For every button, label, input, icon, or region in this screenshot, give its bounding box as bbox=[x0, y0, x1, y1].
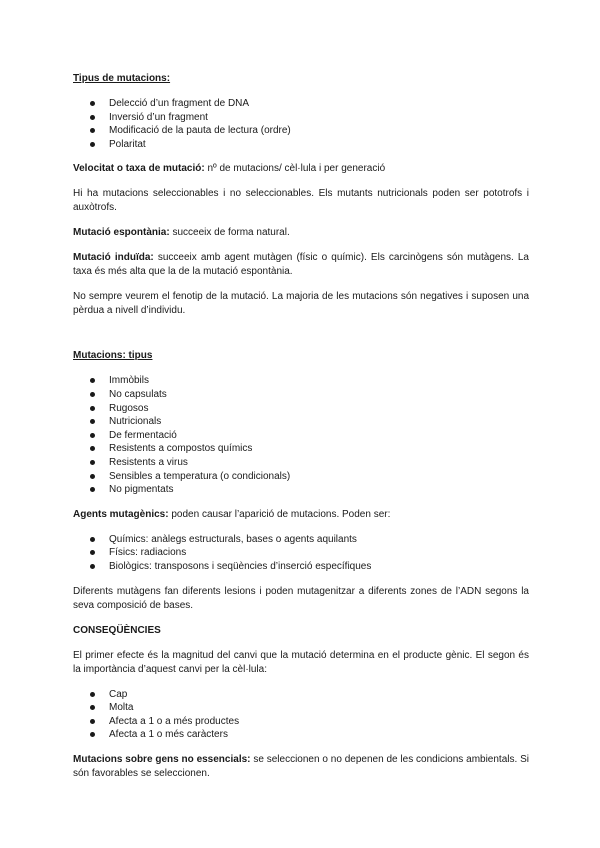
paragraph-velocitat: Velocitat o taxa de mutació: nº de mutacions/ cèl·lula i per generació bbox=[73, 163, 386, 175]
list-item: Inversió d’un fragment bbox=[73, 111, 529, 125]
bullet-icon bbox=[90, 128, 95, 133]
list-item: Delecció d’un fragment de DNA bbox=[73, 97, 529, 111]
list-item: Rugosos bbox=[73, 402, 529, 416]
bullet-icon bbox=[90, 550, 95, 555]
paragraph-lesions: Diferents mutàgens fan diferents lesions i poden mutagenitzar a diferents zones de l’ADN segons la seva composició de bases. bbox=[73, 585, 529, 611]
bullet-icon bbox=[90, 537, 95, 542]
bullet-icon bbox=[90, 719, 95, 724]
bullet-icon bbox=[90, 433, 95, 438]
bullet-icon bbox=[90, 564, 95, 569]
list-item: Cap bbox=[73, 688, 529, 702]
document-body bbox=[73, 72, 529, 792]
heading-mutacions-tipus: Mutacions: tipus bbox=[73, 350, 153, 362]
paragraph-seleccionables: Hi ha mutacions seleccionables i no seleccionables. Els mutants nutricionals poden ser pototrofs i auxòtrofs. bbox=[73, 188, 529, 214]
list-item: Immòbils bbox=[73, 374, 529, 388]
bullet-icon bbox=[90, 460, 95, 465]
bullet-icon bbox=[90, 142, 95, 147]
list-item: Resistents a virus bbox=[73, 456, 529, 470]
bullet-icon bbox=[90, 474, 95, 479]
bullet-icon bbox=[90, 101, 95, 106]
paragraph-no-essencials: Mutacions sobre gens no essencials: se seleccionen o no depenen de les condicions ambientals. Si són favorables se seleccionen. bbox=[73, 753, 529, 779]
bullet-icon bbox=[90, 406, 95, 411]
bullet-icon bbox=[90, 487, 95, 492]
list-item: Afecta a 1 o més caràcters bbox=[73, 728, 529, 742]
list-tipus-mutacions bbox=[73, 97, 529, 151]
list-item: Molta bbox=[73, 701, 529, 715]
paragraph-efecte: El primer efecte és la magnitud del canvi que la mutació determina en el producte gènic. El segon és la importància d’aquest canvi per la cèl·lula: bbox=[73, 649, 529, 675]
list-agents bbox=[73, 533, 529, 574]
list-consequencies bbox=[73, 688, 529, 742]
bullet-icon bbox=[90, 446, 95, 451]
list-item: Polaritat bbox=[73, 138, 529, 152]
spacer bbox=[73, 329, 529, 349]
paragraph-agents: Agents mutagènics: poden causar l’aparició de mutacions. Poden ser: bbox=[73, 508, 391, 520]
list-item: Afecta a 1 o a més productes bbox=[73, 715, 529, 729]
bullet-icon bbox=[90, 692, 95, 697]
list-mutacions-tipus bbox=[73, 374, 529, 496]
list-item: Resistents a compostos químics bbox=[73, 442, 529, 456]
list-item: De fermentació bbox=[73, 429, 529, 443]
list-item: No capsulats bbox=[73, 388, 529, 402]
bullet-icon bbox=[90, 705, 95, 710]
bullet-icon bbox=[90, 732, 95, 737]
list-item: Biològics: transposons i seqüències d’inserció específiques bbox=[73, 560, 529, 574]
paragraph-fenotip: No sempre veurem el fenotip de la mutació. La majoria de les mutacions són negatives i suposen una pèrdua a nivell d’individu. bbox=[73, 291, 529, 317]
paragraph-espontania: Mutació espontània: succeeix de forma natural. bbox=[73, 227, 290, 239]
list-item: Químics: anàlegs estructurals, bases o agents aquilants bbox=[73, 533, 529, 547]
bullet-icon bbox=[90, 419, 95, 424]
bullet-icon bbox=[90, 378, 95, 383]
list-item: No pigmentats bbox=[73, 483, 529, 497]
list-item: Modificació de la pauta de lectura (ordre) bbox=[73, 124, 529, 138]
heading-consequencies: CONSEQÜÈNCIES bbox=[73, 624, 161, 636]
paragraph-induida: Mutació induïda: succeeix amb agent mutàgen (físic o químic). Els carcinògens són mutàgens. La taxa és més alta que la de la mutació espontània. bbox=[73, 252, 529, 278]
list-item: Sensibles a temperatura (o condicionals) bbox=[73, 470, 529, 484]
list-item: Físics: radiacions bbox=[73, 546, 529, 560]
list-item: Nutricionals bbox=[73, 415, 529, 429]
bullet-icon bbox=[90, 115, 95, 120]
heading-tipus-mutacions: Tipus de mutacions: bbox=[73, 73, 171, 84]
bullet-icon bbox=[90, 392, 95, 397]
